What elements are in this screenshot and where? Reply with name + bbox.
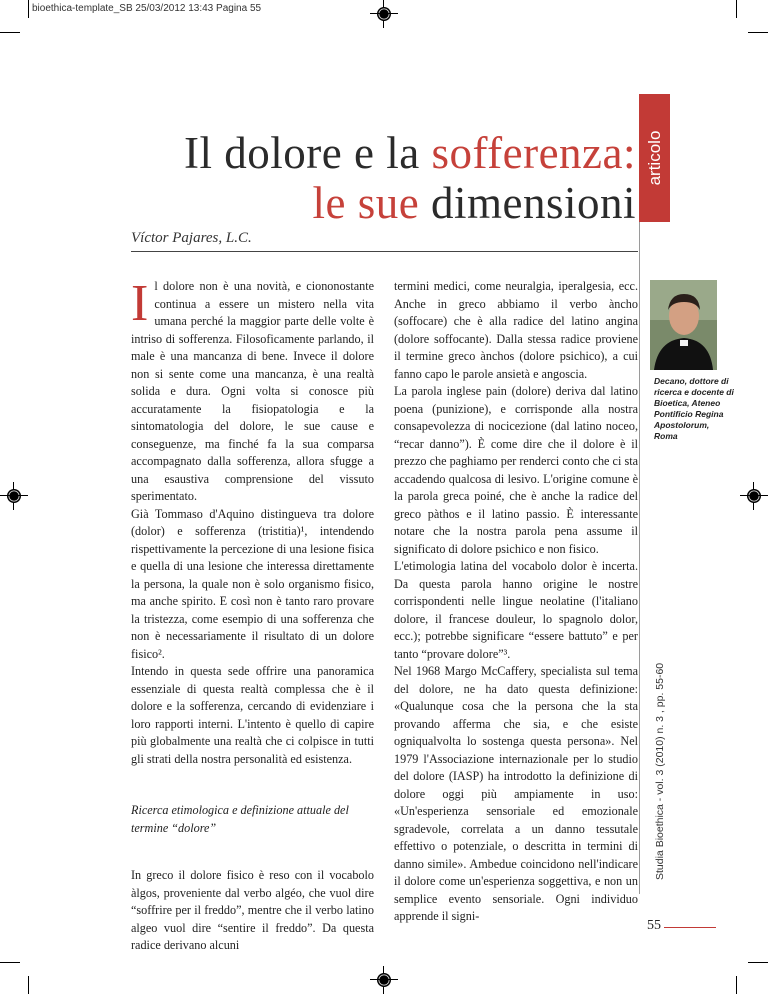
crop-mark: [28, 0, 29, 18]
crop-mark: [736, 976, 737, 994]
text-column-1: [131, 275, 374, 955]
title-accent: le sue: [312, 178, 420, 228]
section-tab: [639, 94, 670, 222]
registration-mark-icon: [370, 0, 398, 28]
photo-caption: Decano, dottore di ricerca e docente di Bioetica, Ateneo Pontificio Regina Apostolorum, Roma: [654, 376, 734, 441]
section-subheading: Ricerca etimologica e definizione attuale del termine “dolore”: [131, 803, 349, 835]
title-part: Il dolore e la: [184, 128, 432, 178]
crop-mark: [748, 962, 768, 963]
paragraph: L'etimologia latina del vocabolo dolor è incerta. Da questa parola hanno origine le nostre corrispondenti nelle lingue neolatine (l'italiano dolore, il francese douleur, lo spagnolo dolor, ecc.); potrebbe significare “essere battuto” e per tanto “provare dolore”³.: [394, 559, 638, 661]
journal-reference: Studia Bioethica - vol. 3 (2010) n. 3 , pp. 55-60: [654, 662, 666, 880]
intro-paragraph: [131, 275, 374, 506]
drop-cap: I: [131, 275, 149, 332]
margin-divider: [639, 222, 640, 894]
crop-mark: [0, 962, 20, 963]
print-slug: bioethica-template_SB 25/03/2012 13:43 Pagina 55: [32, 3, 262, 14]
registration-mark-icon: [370, 966, 398, 994]
paragraph: Già Tommaso d'Aquino distingueva tra dolore (dolor) e sofferenza (tristitia)¹, intendendo rispettivamente la percezione di una lesione fisica e quella di una lesione che interessa direttamente la persona, la quale non è solo organismo fisico, ma anche spirito. E così non è tanto raro provare la tristezza, come esempio di una sofferenza che non è necessariamente il risultato di un dolore fisico².: [131, 506, 374, 661]
author-name: Víctor Pajares, L.C.: [131, 230, 252, 246]
section-label: articolo: [644, 130, 664, 186]
paragraph: La parola inglese pain (dolore) deriva dal latino poena (punizione), e corrisponde alla nostra consapevolezza di nocicezione (dal latino noceo, “recar danno”). È come dire che il dolore è il prezzo che paghiamo per renderci conto che ci sta accadendo qualcosa di lesivo. L'origine comune è la parola greca poiné, che è anche la radice del greco pàthos e il latino passio. È interessante notare che la nostra parola pena assume il significato di dolore psichico e non fisico.: [394, 384, 638, 556]
title-accent: sofferenza:: [431, 128, 636, 178]
crop-mark: [736, 0, 737, 18]
registration-mark-icon: [0, 482, 28, 510]
author-rule: [131, 251, 638, 252]
crop-mark: [748, 32, 768, 33]
page-number-rule: [664, 927, 716, 928]
crop-mark: [0, 32, 20, 33]
paragraph: Intendo in questa sede offrire una panoramica essenziale di questa realtà complessa che è il dolore e la sofferenza, cercando di evidenziare i loro rapporti interni. L'intento è quello di capire più globalmente una realtà che ci colpisce in tutti gli strati della nostra personalità ed esistenza.: [131, 664, 374, 766]
article-title: [116, 128, 636, 228]
author-photo: [650, 280, 717, 370]
registration-mark-icon: [740, 482, 768, 510]
paragraph: termini medici, come neuralgia, iperalgesia, ecc. Anche in greco abbiamo il verbo àncho (soffocare) che è alla radice del latino angina (dolore soffocante). Dalla stessa radice proviene il termine greco ànchos (dolore psichico), a cui fanno capo le parole ansietà e angoscia.: [394, 279, 638, 381]
title-part: dimensioni: [419, 178, 636, 228]
text-column-2: [394, 278, 638, 926]
page-number: 55: [647, 918, 661, 933]
paragraph: Nel 1968 Margo McCaffery, specialista sul tema del dolore, ne ha dato questa definizione: «Qualunque cosa che la persona che la sta provando afferma che sia, e che esiste ogniqualvolta lo sostenga questa persona». Nel 1979 l'Associazione internazionale per lo studio del dolore (IASP) ha introdotto la definizione di dolore oggi più ampiamente in uso: «Un'esperienza sensoriale ed emozionale sgradevole, correlata a un danno tessutale effettivo o potenziale, o descritta in termini di danno simile». Ambedue coincidono nell'indicare il dolore come un'esperienza soggettiva, e non un semplice evento sensoriale. Ogni individuo apprende il signi-: [394, 664, 638, 923]
paragraph-text: l dolore non è una novità, e ciononostante continua a essere un mistero nella vita umana perché la maggior parte delle volte è intriso di sofferenza. Filosoficamente parlando, il male è una mancanza di bene. Invece il dolore non si sente come una mancanza, è una realtà solida e dura. Ogni volta si conosce più accuratamente la fisiopatologia e la sintomatologia del dolore, le sue cause e conseguenze, ma finché fa la sua comparsa accompagnato dalla sofferenza, allora sfugge a una esaustiva comprensione del vissuto sperimentato.: [131, 279, 374, 503]
crop-mark: [28, 976, 29, 994]
paragraph: In greco il dolore fisico è reso con il vocabolo àlgos, proveniente dal verbo algéo, che vuol dire “soffrire per il freddo”, mentre che il verbo latino algeo vuol dire “sentire il freddo”. Da questa radice derivano alcuni: [131, 868, 374, 952]
